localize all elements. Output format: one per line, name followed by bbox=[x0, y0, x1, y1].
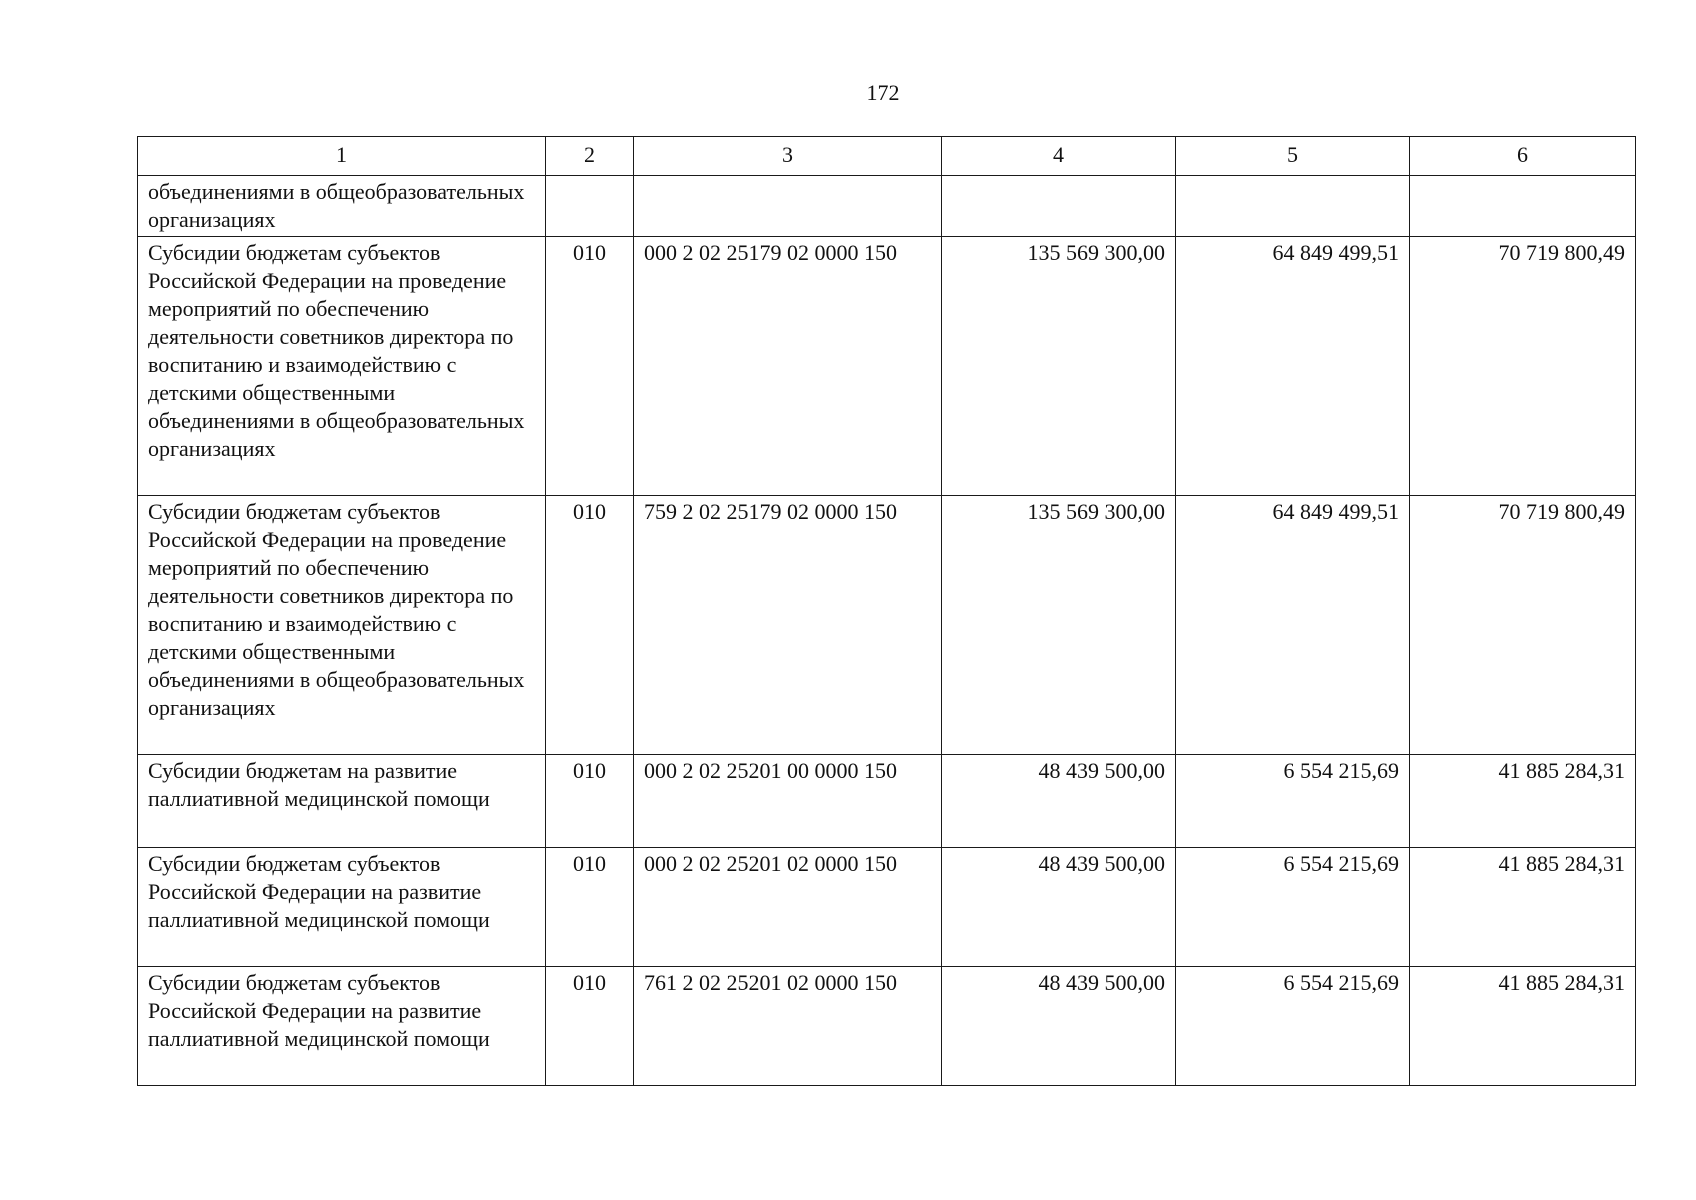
column-header-1: 1 bbox=[138, 137, 546, 176]
column-header-3: 3 bbox=[634, 137, 942, 176]
budget-table bbox=[137, 136, 1636, 1086]
cell-remaining bbox=[1410, 176, 1636, 237]
cell-kbk: 761 2 02 25201 02 0000 150 bbox=[634, 967, 942, 1086]
cell-kbk: 000 2 02 25179 02 0000 150 bbox=[634, 237, 942, 496]
cell-name: Субсидии бюджетам субъектов Российской Федерации на проведение мероприятий по обеспечению деятельности советников директора по воспитанию и взаимодействию с детскими общественными объединениями в общеобразовательных организациях bbox=[138, 496, 546, 755]
cell-approved: 48 439 500,00 bbox=[942, 967, 1176, 1086]
table-row bbox=[138, 848, 1636, 967]
cell-executed: 6 554 215,69 bbox=[1176, 967, 1410, 1086]
cell-kbk: 000 2 02 25201 02 0000 150 bbox=[634, 848, 942, 967]
cell-kbk: 759 2 02 25179 02 0000 150 bbox=[634, 496, 942, 755]
cell-name: Субсидии бюджетам субъектов Российской Федерации на развитие паллиативной медицинской помощи bbox=[138, 967, 546, 1086]
cell-executed: 6 554 215,69 bbox=[1176, 755, 1410, 848]
cell-approved: 135 569 300,00 bbox=[942, 237, 1176, 496]
table-row bbox=[138, 176, 1636, 237]
column-header-5: 5 bbox=[1176, 137, 1410, 176]
column-header-6: 6 bbox=[1410, 137, 1636, 176]
cell-remaining: 41 885 284,31 bbox=[1410, 848, 1636, 967]
cell-approved: 135 569 300,00 bbox=[942, 496, 1176, 755]
cell-executed: 64 849 499,51 bbox=[1176, 496, 1410, 755]
cell-code: 010 bbox=[546, 848, 634, 967]
table-row bbox=[138, 755, 1636, 848]
cell-name: Субсидии бюджетам на развитие паллиативной медицинской помощи bbox=[138, 755, 546, 848]
table-row bbox=[138, 967, 1636, 1086]
cell-kbk: 000 2 02 25201 00 0000 150 bbox=[634, 755, 942, 848]
cell-executed: 6 554 215,69 bbox=[1176, 848, 1410, 967]
cell-code: 010 bbox=[546, 967, 634, 1086]
cell-code: 010 bbox=[546, 496, 634, 755]
cell-code: 010 bbox=[546, 755, 634, 848]
table-header-row bbox=[138, 137, 1636, 176]
page-number: 172 bbox=[866, 80, 900, 105]
column-header-2: 2 bbox=[546, 137, 634, 176]
column-header-4: 4 bbox=[942, 137, 1176, 176]
table-row bbox=[138, 496, 1636, 755]
cell-name: Субсидии бюджетам субъектов Российской Федерации на проведение мероприятий по обеспечению деятельности советников директора по воспитанию и взаимодействию с детскими общественными объединениями в общеобразовательных организациях bbox=[138, 237, 546, 496]
cell-remaining: 41 885 284,31 bbox=[1410, 967, 1636, 1086]
cell-remaining: 41 885 284,31 bbox=[1410, 755, 1636, 848]
cell-code: 010 bbox=[546, 237, 634, 496]
cell-approved: 48 439 500,00 bbox=[942, 848, 1176, 967]
cell-remaining: 70 719 800,49 bbox=[1410, 237, 1636, 496]
cell-code bbox=[546, 176, 634, 237]
cell-executed: 64 849 499,51 bbox=[1176, 237, 1410, 496]
cell-executed bbox=[1176, 176, 1410, 237]
cell-name: объединениями в общеобразовательных организациях bbox=[138, 176, 546, 237]
cell-name: Субсидии бюджетам субъектов Российской Федерации на развитие паллиативной медицинской помощи bbox=[138, 848, 546, 967]
cell-remaining: 70 719 800,49 bbox=[1410, 496, 1636, 755]
table-row bbox=[138, 237, 1636, 496]
cell-approved: 48 439 500,00 bbox=[942, 755, 1176, 848]
cell-approved bbox=[942, 176, 1176, 237]
cell-kbk bbox=[634, 176, 942, 237]
